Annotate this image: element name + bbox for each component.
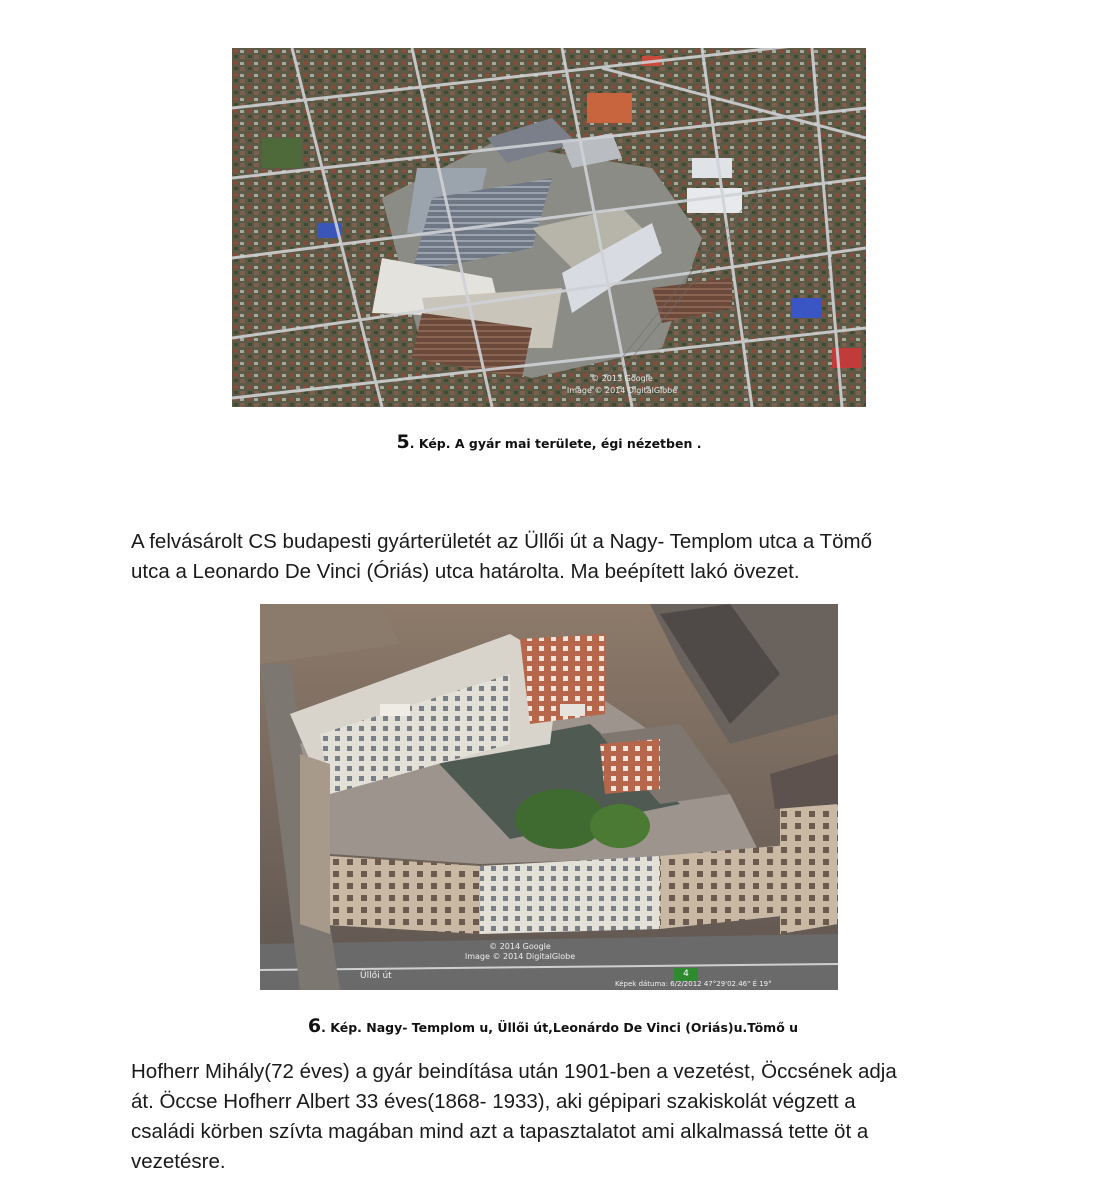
- paragraph-factory-area: [131, 527, 991, 587]
- figure-number: 5: [396, 431, 410, 453]
- paragraph-line: családi körben szívta magában mind azt a tapasztalatot ami alkalmassá tette öt a: [131, 1120, 869, 1143]
- figure-caption-text: . Kép. Nagy- Templom u, Üllői út,Leonárdo De Vinci (Oriás)u.Tömő u: [321, 1020, 799, 1035]
- paragraph-line: Hofherr Mihály(72 éves) a gyár beindítása után 1901-ben a vezetést, Öccsének adja: [131, 1060, 897, 1083]
- paragraph-line: át. Öccse Hofherr Albert 33 éves(1868- 1933), aki gépipari szakiskolát végzett a: [131, 1090, 856, 1113]
- route-marker: 4: [674, 968, 698, 981]
- figure-caption-5: [0, 431, 1098, 453]
- map-watermark: © 2013 Google Image © 2014 DigitalGlobe: [566, 374, 678, 395]
- map-status-bar: Képek dátuma: 6/2/2012 47°29'02.46" É 19°: [615, 980, 772, 988]
- figure-caption-6: [4, 1015, 1098, 1037]
- paragraph-hofherr: [131, 1057, 991, 1177]
- figure-number: 6: [307, 1015, 322, 1037]
- street-label: Üllői út: [360, 971, 392, 981]
- aerial-photo-residential-block: [260, 604, 838, 990]
- paragraph-line: A felvásárolt CS budapesti gyárterületét az Üllői út a Nagy- Templom utca a Tömő: [131, 530, 873, 553]
- figure-caption-text: . Kép. A gyár mai területe, égi nézetben .: [409, 436, 702, 451]
- paragraph-line: utca a Leonardo De Vinci (Óriás) utca határolta. Ma beépített lakó övezet.: [131, 560, 800, 583]
- map-watermark: © 2014 Google Image © 2014 DigitalGlobe: [464, 942, 576, 961]
- paragraph-line: vezetésre.: [131, 1150, 226, 1173]
- aerial-photo-factory-area: [232, 48, 866, 407]
